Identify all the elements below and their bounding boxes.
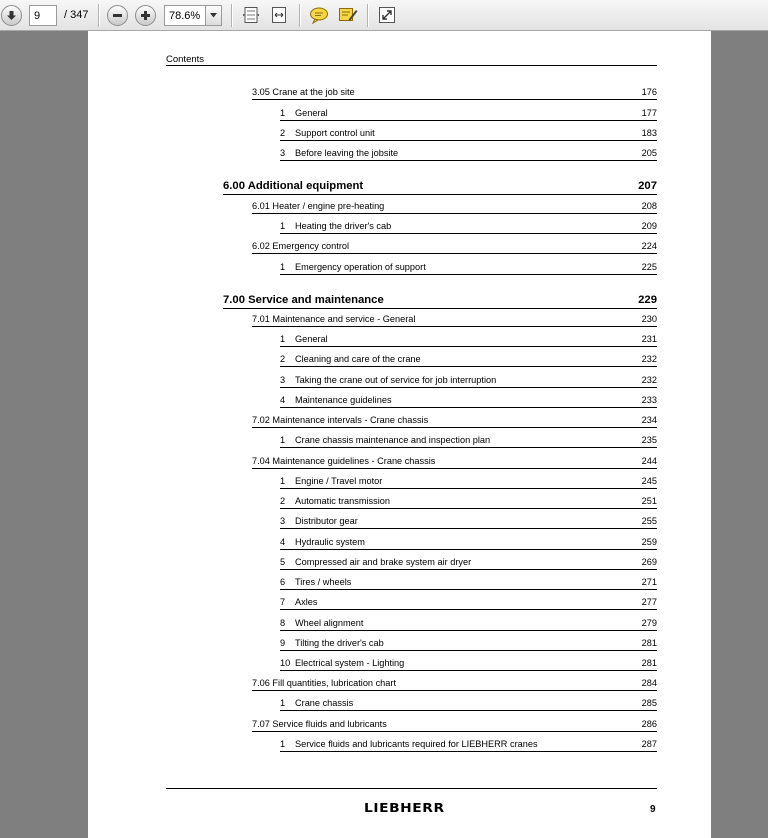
toc-entry[interactable] (280, 148, 657, 161)
footer-rule (166, 788, 657, 789)
next-page-button[interactable] (1, 5, 22, 26)
toc-entry-page: 177 (641, 108, 657, 118)
toc-entry-page: 235 (641, 435, 657, 445)
toc-entry-page: 231 (641, 334, 657, 344)
toc-entry-label: Service fluids and lubricants required for LIEBHERR cranes (295, 739, 538, 749)
toc-entry-label: Tires / wheels (295, 577, 352, 587)
toc-entry-number: 4 (280, 537, 286, 547)
toc-entry[interactable] (280, 221, 657, 234)
liebherr-logo: LIEBHERR (364, 801, 445, 815)
toc-entry-number: 2 (280, 496, 286, 506)
toc-entry-page: 232 (641, 375, 657, 385)
full-screen-button[interactable] (376, 4, 398, 26)
toc-entry[interactable] (280, 577, 657, 590)
toc-entry[interactable] (280, 638, 657, 651)
toc-entry-title (280, 375, 634, 385)
toc-entry-number: 6 (280, 577, 286, 587)
toc-entry-label: General (295, 108, 328, 118)
toc-entry-page: 207 (638, 180, 657, 192)
sticky-note-pen-icon (338, 6, 358, 24)
toc-entry-page: 286 (641, 719, 657, 729)
toc-entry-page: 208 (641, 201, 657, 211)
toc-entry-label: Wheel alignment (295, 618, 364, 628)
toc-entry[interactable] (252, 456, 657, 469)
toc-entry-page: 277 (641, 597, 657, 607)
toc-entry-number: 1 (280, 435, 286, 445)
fit-page-button[interactable] (240, 4, 262, 26)
toc-entry-page: 225 (641, 262, 657, 272)
toc-entry-number: 10 (280, 658, 291, 668)
toc-entry[interactable] (280, 658, 657, 671)
toc-entry[interactable] (280, 375, 657, 388)
arrow-down-icon (6, 10, 17, 21)
toc-entry-page: 234 (641, 415, 657, 425)
highlight-button[interactable] (337, 4, 359, 26)
page-header: Contents (166, 54, 205, 65)
toc-entry-label: Distributor gear (295, 516, 358, 526)
toc-entry-title (280, 638, 634, 648)
toc-entry-label: Heating the driver's cab (295, 221, 392, 231)
toc-entry-title (252, 241, 634, 251)
toc-entry[interactable] (252, 87, 657, 100)
toc-entry[interactable] (280, 128, 657, 141)
toc-entry-title (280, 658, 634, 668)
toc-entry-label: Crane chassis maintenance and inspection plan (295, 435, 491, 445)
toc-entry-title (223, 294, 630, 306)
toc-entry-label: 6.01 Heater / engine pre-heating (252, 201, 385, 211)
toc-entry-label: Taking the crane out of service for job interruption (295, 375, 497, 385)
toc-entry-number: 1 (280, 739, 286, 749)
zoom-level-value: 78.6% (169, 9, 201, 22)
toc-entry-title (252, 456, 634, 466)
toc-entry-page: 255 (641, 516, 657, 526)
toc-entry[interactable] (252, 415, 657, 428)
toc-entry-title (280, 334, 634, 344)
toc-entry-label: 7.07 Service fluids and lubricants (252, 719, 387, 729)
add-comment-button[interactable] (308, 4, 330, 26)
toc-entry-label: Maintenance guidelines (295, 395, 392, 405)
toc-entry-page: 281 (641, 638, 657, 648)
toc-entry-label: 7.02 Maintenance intervals - Crane chassis (252, 415, 429, 425)
toc-entry-title (252, 314, 634, 324)
toc-entry-title (280, 148, 634, 158)
page-number-value: 9 (34, 9, 41, 22)
toc-entry-title (252, 201, 634, 211)
toc-entry[interactable] (280, 435, 657, 448)
toc-entry-title (280, 739, 634, 749)
toc-entry-title (280, 262, 634, 272)
toc-entry-page: 271 (641, 577, 657, 587)
page-number-input[interactable] (29, 5, 57, 26)
toc-entry-number: 8 (280, 618, 286, 628)
toc-entry-label: 7.06 Fill quantities, lubrication chart (252, 678, 397, 688)
toc-entry-label: Crane chassis (295, 698, 354, 708)
toc-entry[interactable] (252, 241, 657, 254)
toc-entry-label: 6.02 Emergency control (252, 241, 350, 251)
toc-entry-title (280, 476, 634, 486)
toc-entry[interactable] (280, 618, 657, 631)
toc-entry-title (280, 577, 634, 587)
toc-entry-number: 1 (280, 476, 286, 486)
toc-entry-page: 183 (641, 128, 657, 138)
toc-entry[interactable] (280, 698, 657, 711)
toc-entry-title (252, 678, 634, 688)
toc-entry-label: 3.05 Crane at the job site (252, 87, 355, 97)
zoom-in-button[interactable] (135, 5, 156, 26)
toc-entry[interactable] (280, 354, 657, 367)
toc-entry-title (280, 435, 634, 445)
toc-entry-number: 3 (280, 148, 286, 158)
toc-entry-title (280, 221, 634, 231)
toc-entry-page: 233 (641, 395, 657, 405)
toc-entry-page: 279 (641, 618, 657, 628)
pdf-toolbar (0, 0, 768, 31)
toc-entry-page: 281 (641, 658, 657, 668)
toc-entry-label: Axles (295, 597, 318, 607)
expand-icon (378, 6, 396, 24)
fit-width-button[interactable] (268, 4, 290, 26)
toc-entry-label: Hydraulic system (295, 537, 365, 547)
toc-entry-label: Tilting the driver's cab (295, 638, 384, 648)
toc-entry-number: 5 (280, 557, 286, 567)
toc-entry-page: 285 (641, 698, 657, 708)
toc-entry[interactable] (252, 201, 657, 214)
toc-entry[interactable] (280, 597, 657, 610)
toc-entry-title (280, 354, 634, 364)
toc-entry[interactable] (280, 334, 657, 347)
toc-entry-page: 224 (641, 241, 657, 251)
toc-entry-page: 205 (641, 148, 657, 158)
document-page (88, 31, 711, 838)
toc-entry[interactable] (280, 537, 657, 550)
toc-entry-page: 259 (641, 537, 657, 547)
toc-entry-number: 7 (280, 597, 286, 607)
toc-entry-number: 2 (280, 354, 286, 364)
toc-entry-page: 229 (638, 294, 657, 306)
toc-entry-page: 244 (641, 456, 657, 466)
toc-entry-label: Emergency operation of support (295, 262, 426, 272)
toc-entry-title (280, 698, 634, 708)
header-rule (166, 65, 657, 66)
toc-entry-title (252, 719, 634, 729)
toc-entry-page: 232 (641, 354, 657, 364)
toc-entry-title (280, 108, 634, 118)
toc-entry-label: 7.04 Maintenance guidelines - Crane chassis (252, 456, 436, 466)
comment-icon (309, 6, 329, 24)
toc-entry-label: 6.00 Additional equipment (223, 180, 364, 192)
toc-entry-label: General (295, 334, 328, 344)
zoom-out-button[interactable] (107, 5, 128, 26)
toc-entry[interactable] (280, 739, 657, 752)
toc-entry[interactable] (280, 496, 657, 509)
toc-entry-number: 1 (280, 334, 286, 344)
toolbar-divider (98, 4, 100, 27)
toolbar-divider (299, 4, 301, 27)
toc-entry-page: 251 (641, 496, 657, 506)
toc-entry-label: Before leaving the jobsite (295, 148, 399, 158)
zoom-level-input[interactable] (164, 5, 206, 26)
toc-entry-title (252, 415, 634, 425)
toc-entry-number: 9 (280, 638, 286, 648)
toc-entry-number: 4 (280, 395, 286, 405)
toc-entry[interactable] (252, 678, 657, 691)
toc-entry[interactable] (280, 557, 657, 570)
toc-entry-number: 1 (280, 221, 286, 231)
toc-entry[interactable] (280, 516, 657, 529)
fit-page-icon (242, 6, 260, 24)
toc-entry-label: Automatic transmission (295, 496, 390, 506)
toc-entry[interactable] (280, 262, 657, 275)
toc-entry-page: 269 (641, 557, 657, 567)
footer-page-number: 9 (650, 804, 656, 815)
toc-entry-label: 7.00 Service and maintenance (223, 294, 384, 306)
toc-entry-label: Compressed air and brake system air dryer (295, 557, 472, 567)
zoom-dropdown-button[interactable] (205, 5, 222, 26)
toc-entry-label: Electrical system - Lighting (295, 658, 405, 668)
toc-entry-title (280, 516, 634, 526)
plus-icon (140, 10, 151, 21)
toc-entry-title (280, 395, 634, 405)
toc-entry[interactable] (223, 180, 657, 195)
toc-entry[interactable] (223, 294, 657, 309)
toc-entry-page: 284 (641, 678, 657, 688)
toc-entry-title (280, 597, 634, 607)
toc-entry-label: Support control unit (295, 128, 375, 138)
toc-entry-title (280, 128, 634, 138)
toc-entry[interactable] (280, 395, 657, 408)
toc-entry-page: 176 (641, 87, 657, 97)
toc-entry[interactable] (280, 108, 657, 121)
toc-entry-number: 1 (280, 262, 286, 272)
toc-entry-title (223, 180, 630, 192)
toc-entry-title (280, 496, 634, 506)
toc-entry-title (280, 618, 634, 628)
toc-entry-page: 287 (641, 739, 657, 749)
toc-entry-page: 245 (641, 476, 657, 486)
toc-entry[interactable] (280, 476, 657, 489)
minus-icon (112, 10, 123, 21)
toc-entry-title (280, 557, 634, 567)
toc-entry-title (280, 537, 634, 547)
toc-entry-number: 1 (280, 698, 286, 708)
page-total: / 347 (64, 9, 89, 21)
toolbar-divider (367, 4, 369, 27)
toc-entry-number: 3 (280, 375, 286, 385)
toc-entry-number: 3 (280, 516, 286, 526)
chevron-down-icon (210, 13, 217, 18)
toc-entry-label: Engine / Travel motor (295, 476, 383, 486)
toc-entry-label: 7.01 Maintenance and service - General (252, 314, 416, 324)
toc-entry[interactable] (252, 719, 657, 732)
toc-entry[interactable] (252, 314, 657, 327)
toolbar-divider (231, 4, 233, 27)
toc-entry-page: 209 (641, 221, 657, 231)
toc-entry-number: 2 (280, 128, 286, 138)
toc-entry-page: 230 (641, 314, 657, 324)
toc-entry-label: Cleaning and care of the crane (295, 354, 421, 364)
fit-width-icon (270, 6, 288, 24)
toc-entry-number: 1 (280, 108, 286, 118)
toc-entry-title (252, 87, 634, 97)
